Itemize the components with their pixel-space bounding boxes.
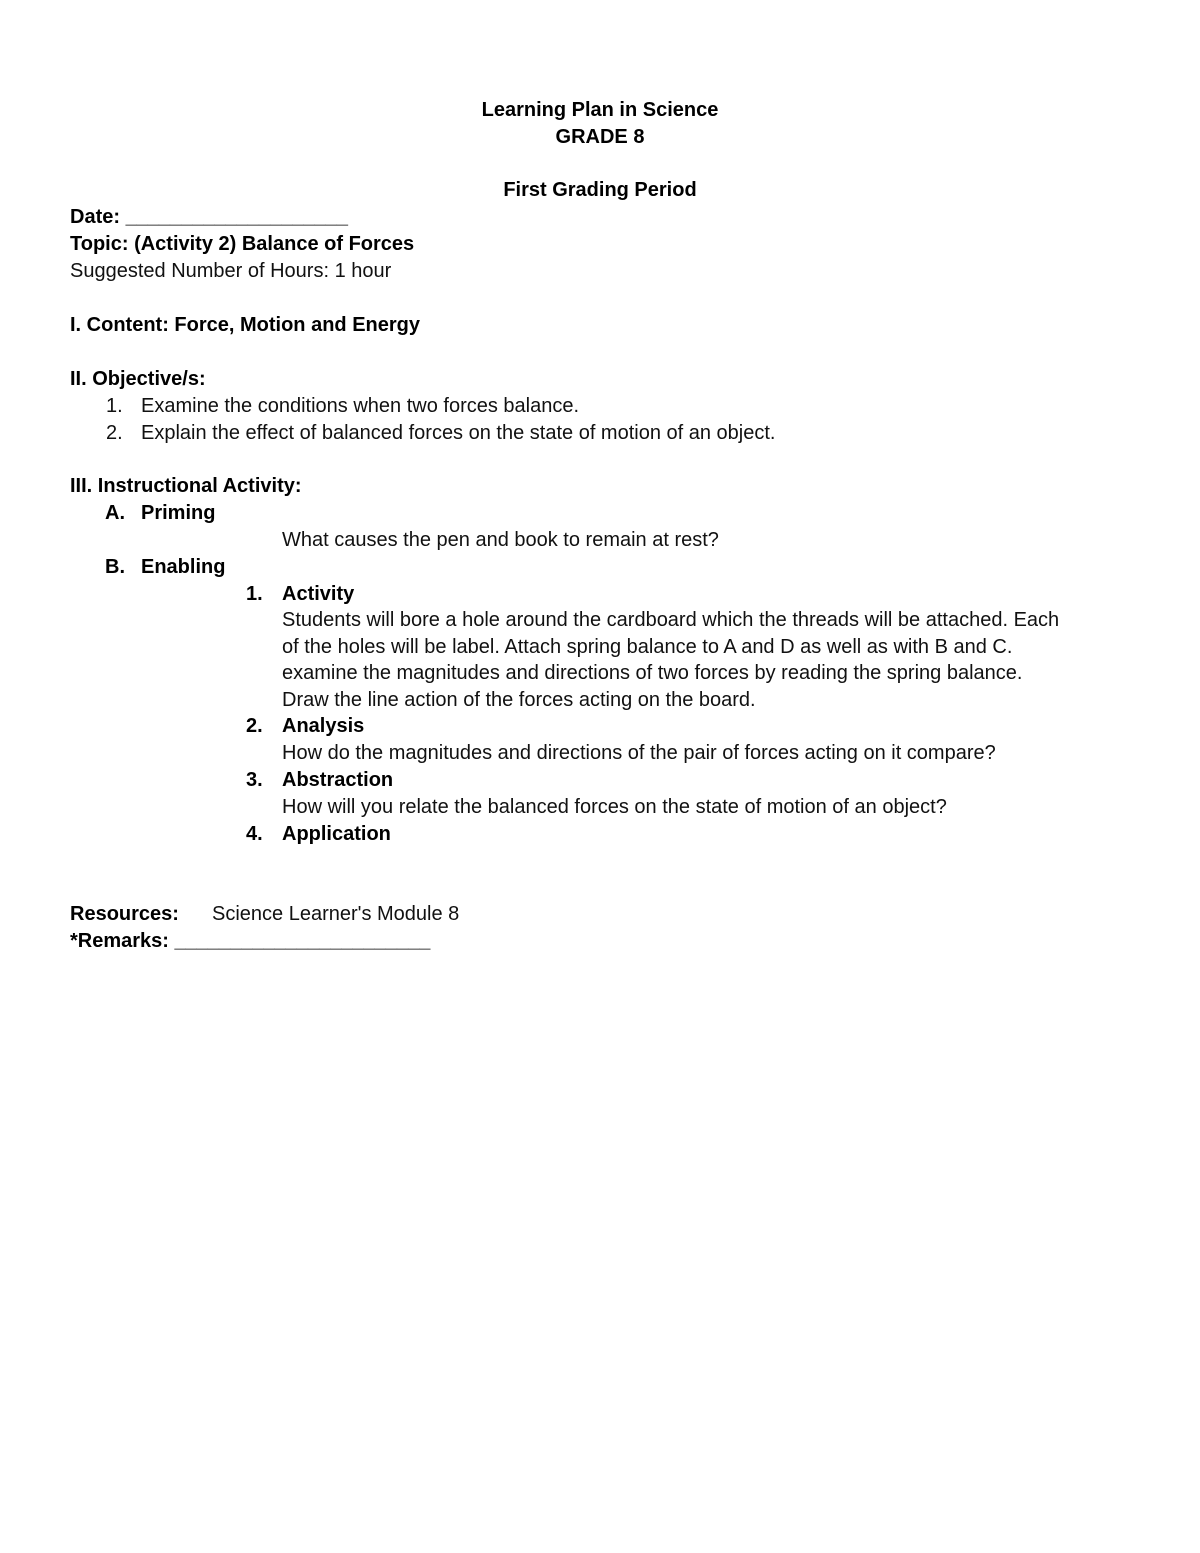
resources-label: Resources: [70,903,179,925]
enabling-letter: B. [105,556,125,578]
step-number: 1. [246,583,263,605]
priming-letter: A. [105,502,125,524]
step-text-line: Students will bore a hole around the cardboard which the threads will be attached. Each [282,609,1060,631]
objective-text: Examine the conditions when two forces balance. [141,395,580,417]
priming-label: Priming [141,502,216,524]
step-label: Activity [282,583,355,605]
grading-period: First Grading Period [503,179,697,201]
grade-label: GRADE 8 [555,126,645,148]
step-text-line: of the holes will be label. Attach spring balance to A and D as well as with B and C. [282,636,1013,658]
objective-text: Explain the effect of balanced forces on the state of motion of an object. [141,422,776,444]
priming-text: What causes the pen and book to remain at rest? [282,529,719,551]
remarks-line: *Remarks: _______________________ [70,930,431,952]
objective-number: 2. [106,422,123,444]
step-text-line: examine the magnitudes and directions of two forces by reading the spring balance. [282,662,1023,684]
objective-number: 1. [106,395,123,417]
objectives-heading: II. Objective/s: [70,368,206,390]
document-title: Learning Plan in Science [481,99,719,121]
hours-line: Suggested Number of Hours: 1 hour [70,260,392,282]
step-number: 4. [246,823,263,845]
step-text-line: How will you relate the balanced forces on the state of motion of an object? [282,796,947,818]
content-heading: I. Content: Force, Motion and Energy [70,314,420,336]
step-label: Application [282,823,391,845]
resources-value: Science Learner's Module 8 [212,903,460,925]
step-text-line: Draw the line action of the forces acting on the board. [282,689,756,711]
step-number: 3. [246,769,263,791]
step-text-line: How do the magnitudes and directions of the pair of forces acting on it compare? [282,742,996,764]
date-line: Date: ____________________ [70,206,349,228]
step-number: 2. [246,715,263,737]
step-label: Abstraction [282,769,394,791]
activity-heading: III. Instructional Activity: [70,475,302,497]
enabling-label: Enabling [141,556,226,578]
step-label: Analysis [282,715,365,737]
topic-line: Topic: (Activity 2) Balance of Forces [70,233,415,255]
